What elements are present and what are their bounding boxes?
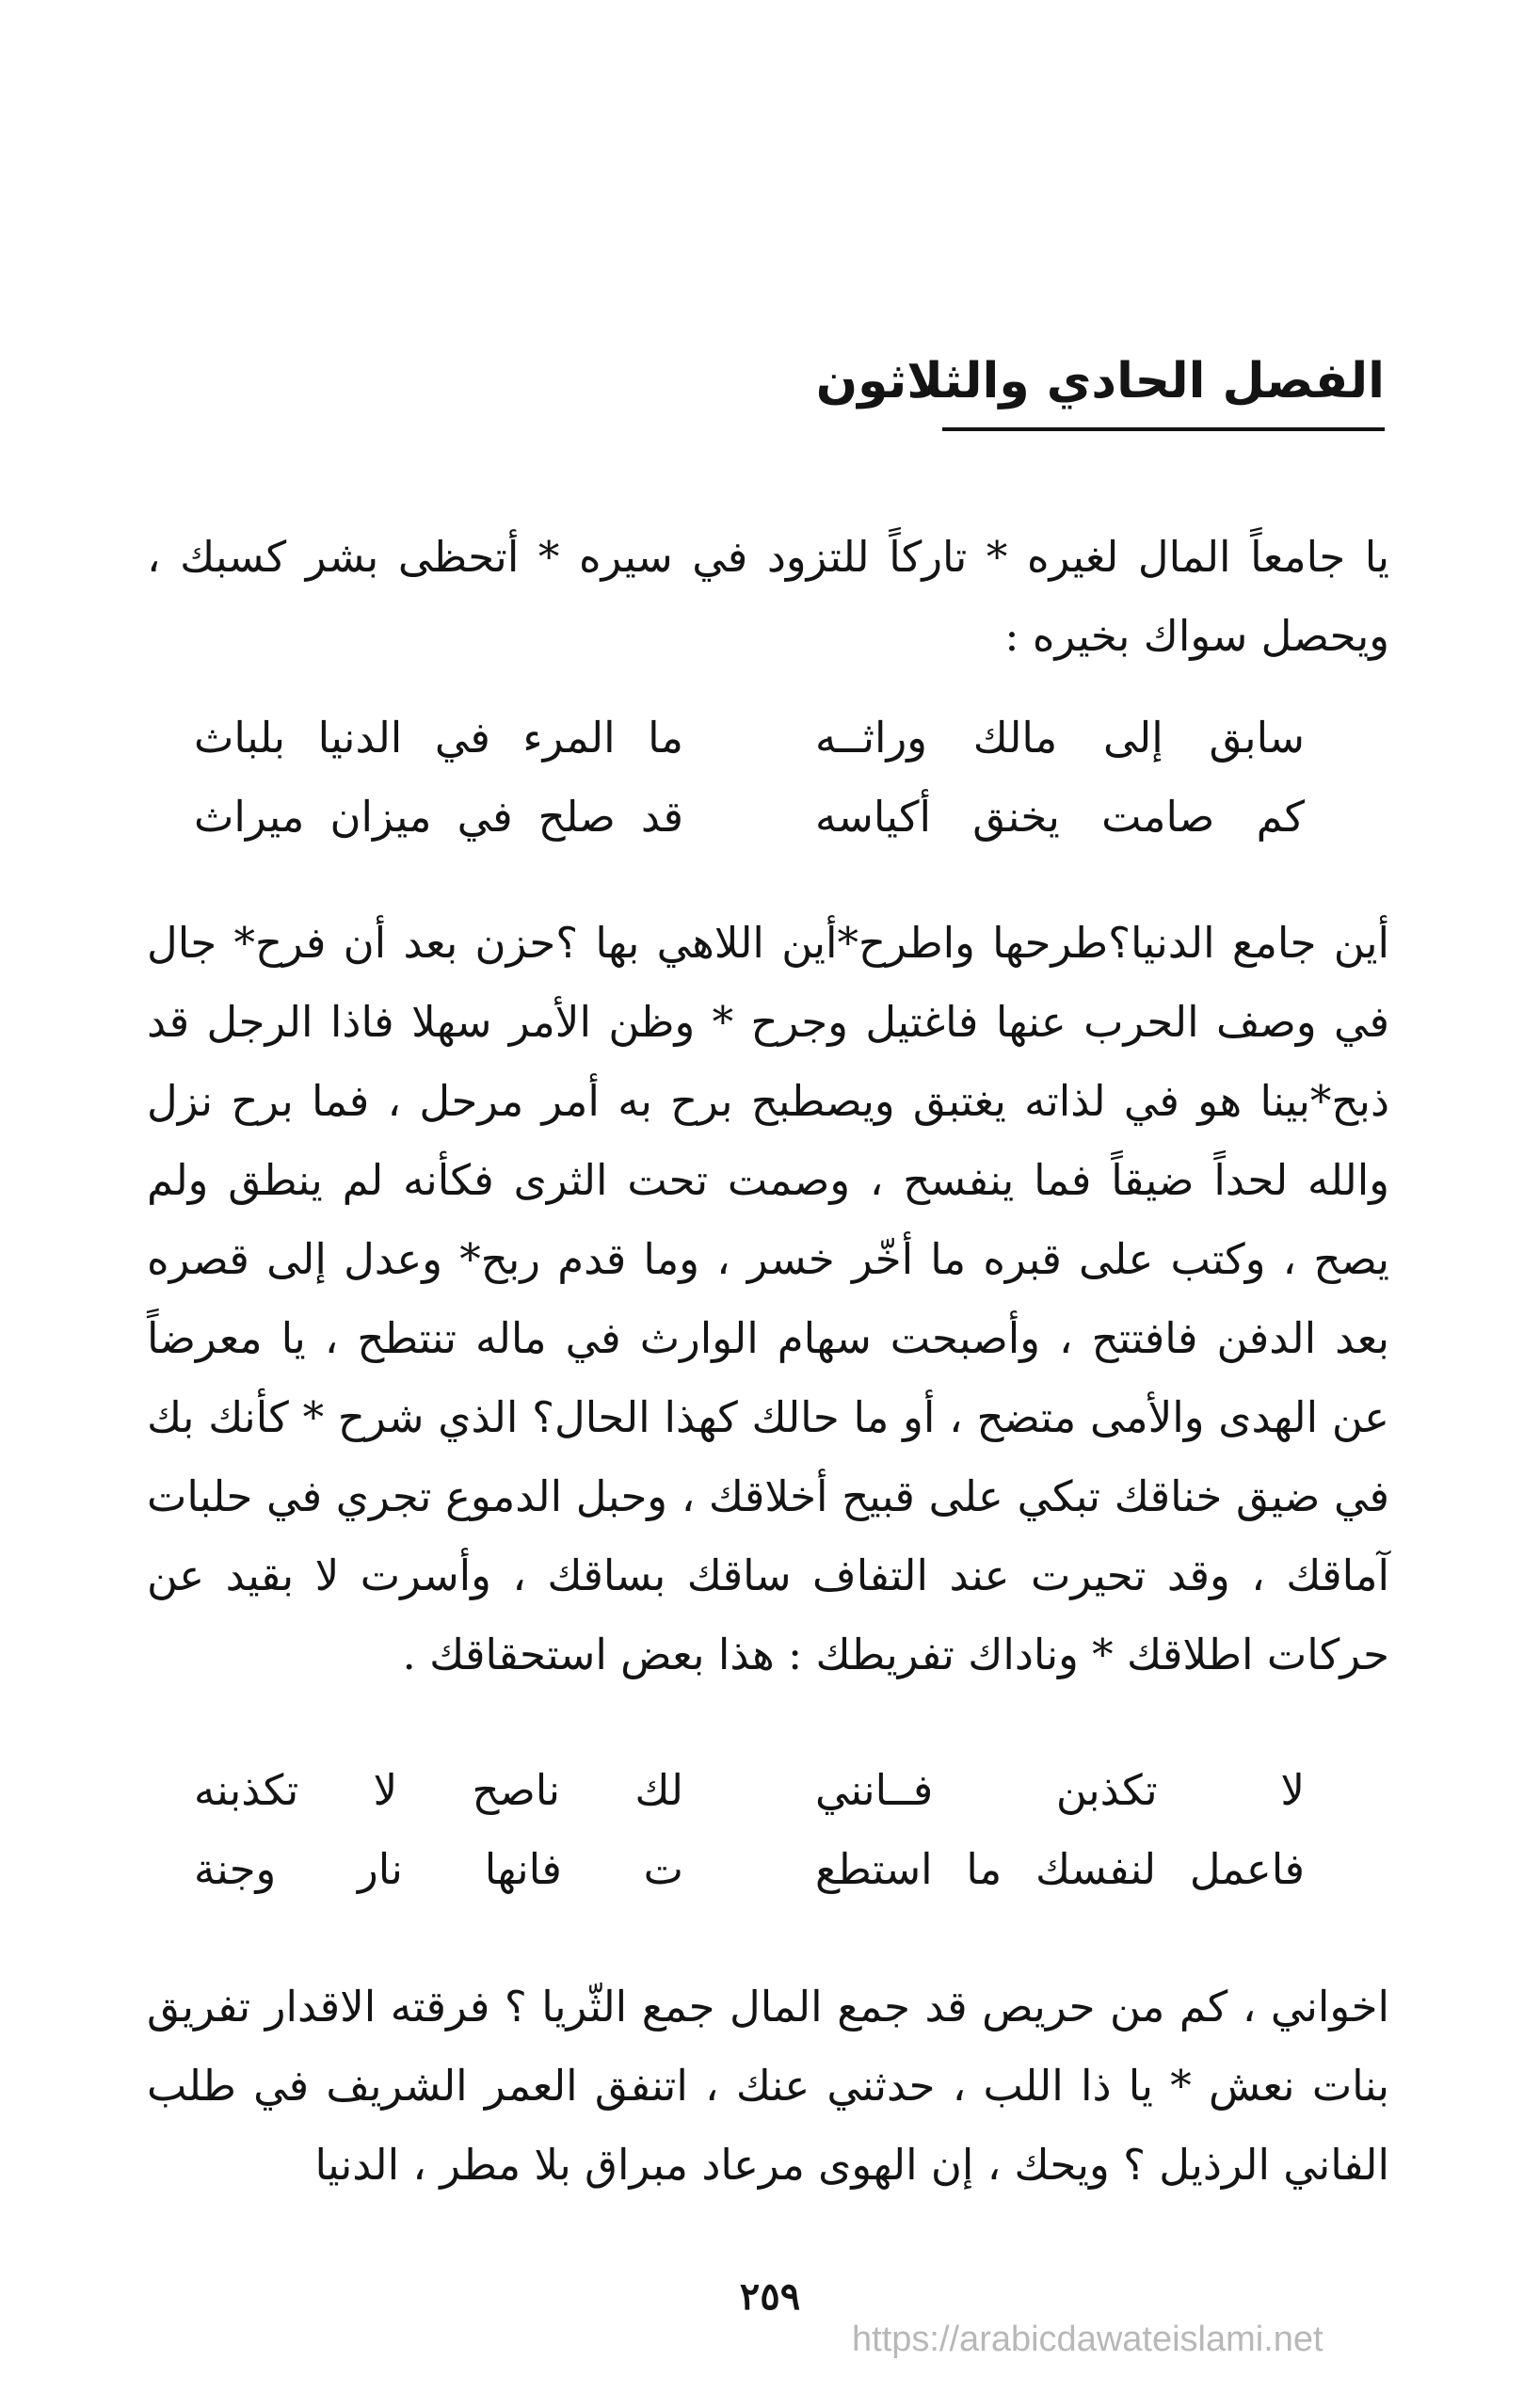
verse-first-hemistich: سابق إلى مالك وراثــه (815, 713, 1305, 763)
verse-second-hemistich: ما المرء في الدنيا بلباث (194, 713, 683, 763)
poem-verse (194, 778, 1305, 857)
paragraph-text: اخواني ، كم من حريص قد جمع المال جمع الثّريا ؟ فرقته الاقدار تفريق بنات نعش * يا ذا اللب ، حدثني عنك ، اتنفق العمر الشريف في طلب الفاني الرذيل ؟ ويحك ، إن الهوى مرعاد مبراق بلا مطر ، الدنيا (147, 1982, 1389, 2190)
verse-first-hemistich: كم صامت يخنق أكياسه (815, 792, 1305, 842)
opening-paragraph (147, 518, 1389, 676)
verse-second-hemistich: ت فانها نار وجنة (194, 1844, 683, 1894)
poem-verse (194, 699, 1305, 778)
page-number: ٢٥٩ (739, 2274, 801, 2319)
verse-first-hemistich: فاعمل لنفسك ما استطع (815, 1844, 1305, 1894)
chapter-heading (815, 348, 1385, 431)
main-paragraph (147, 904, 1389, 1694)
poem-block (194, 1751, 1305, 1909)
verse-second-hemistich: قد صلح في ميزان ميراث (194, 792, 683, 842)
poem-block (194, 699, 1305, 857)
paragraph-text: يا جامعاً المال لغيره * تاركاً للتزود في سيره * أتحظى بشر كسبك ، ويحصل سواك بخيره : (147, 532, 1389, 661)
closing-paragraph (147, 1967, 1389, 2205)
poem-verse (194, 1751, 1305, 1830)
verse-second-hemistich: لك ناصح لا تكذبنه (194, 1765, 683, 1815)
source-watermark: https://arabicdawateislami.net (852, 2320, 1323, 2359)
paragraph-text: أين جامع الدنيا؟طرحها واطرح*أين اللاهي بها ؟حزن بعد أن فرح* جال في وصف الحرب عنها فاغتيل وجرح * وظن الأمر سهلا فاذا الرجل قد ذبح*بينا هو في لذاته يغتبق ويصطبح برح به أمر مرحل ، فما برح نزل والله لحداً ضيقاً فما ينفسح ، وصمت تحت الثرى فكأنه لم ينطق ولم يصح ، وكتب على قبره ما أخّر خسر ، وما قدم ربح* وعدل إلى قصره بعد الدفن فافتتح ، وأصبحت سهام الوارث في ماله تنتطح ، يا معرضاً عن الهدى والأمى متضح ، أو ما حالك كهذا الحال؟ الذي شرح * كأنك بك في ضيق خناقك تبكي على قبيح أخلاقك ، وحبل الدموع تجري في حلبات آماقك ، وقد تحيرت عند التفاف ساقك بساقك ، وأسرت لا بقيد عن حركات اطلاقك * وناداك تفريطك : هذا بعض استحقاقك . (147, 918, 1389, 1679)
verse-first-hemistich: لا تكذبن فــانني (815, 1765, 1305, 1815)
chapter-title: الفصل الحادي والثلاثون (815, 353, 1385, 410)
poem-verse (194, 1830, 1305, 1909)
chapter-title-underline (942, 427, 1385, 431)
